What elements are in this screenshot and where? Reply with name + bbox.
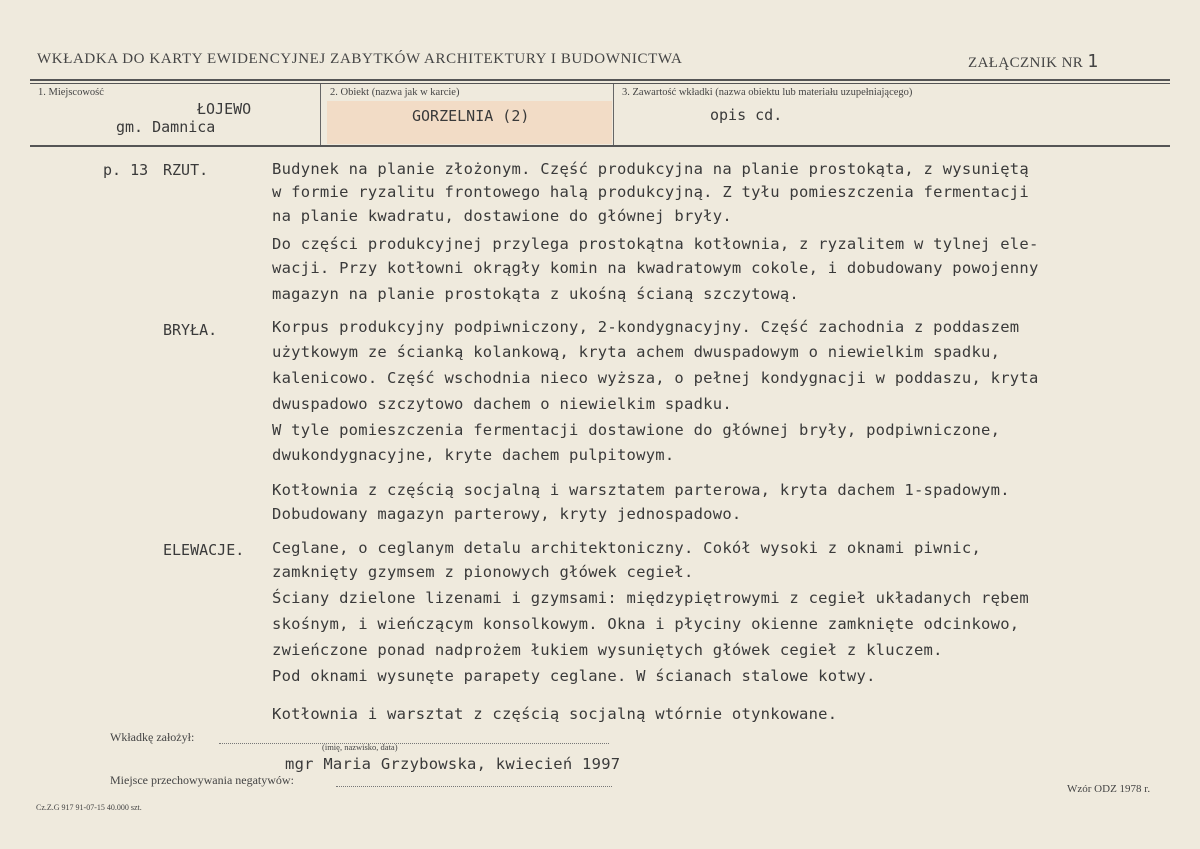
- form-title: WKŁADKA DO KARTY EWIDENCYJNEJ ZABYTKÓW ARCHITEKTURY I BUDOWNICTWA: [37, 51, 683, 67]
- text-line: Budynek na planie złożonym. Część produkcyjna na planie prostokąta, z wysuniętą: [272, 160, 1029, 178]
- text-line: kalenicowo. Część wschodnia nieco wyższa, o pełnej kondygnacji w poddaszu, kryta: [272, 369, 1039, 387]
- section-label-elewacje: ELEWACJE.: [163, 541, 245, 559]
- text-line: zamknięty gzymsem z pionowych główek cegieł.: [272, 563, 694, 581]
- header-rule: [30, 79, 1170, 81]
- text-line: w formie ryzalitu frontowego halą produkcyjną. Z tyłu pomieszczenia fermentacji: [272, 183, 1029, 201]
- text-line: W tyle pomieszczenia fermentacji dostawione do głównej bryły, podpiwniczone,: [272, 421, 1001, 439]
- text-line: Do części produkcyjnej przylega prostokątna kotłownia, z ryzalitem w tylnej ele-: [272, 235, 1039, 253]
- object-value: GORZELNIA (2): [412, 107, 530, 125]
- text-line: Kotłownia i warsztat z częścią socjalną wtórnie otynkowane.: [272, 705, 838, 723]
- page-reference: p. 13: [103, 161, 149, 179]
- text-line: skośnym, i wieńczącym konsolkowym. Okna i płyciny okienne zamknięte odcinkowo,: [272, 615, 1020, 633]
- section-label-bryla: BRYŁA.: [163, 321, 218, 339]
- fields-bottom-rule: [30, 145, 1170, 147]
- attachment-label: ZAŁĄCZNIK NR: [968, 55, 1084, 71]
- text-line: na planie kwadratu, dostawione do głównej bryły.: [272, 207, 732, 225]
- section-label-rzut: RZUT.: [163, 161, 209, 179]
- prepared-by-line: [219, 743, 609, 744]
- prepared-by-label: Wkładkę założył:: [110, 730, 195, 744]
- prepared-by-value: mgr Maria Grzybowska, kwiecień 1997: [285, 755, 621, 773]
- field-divider-2: [613, 84, 614, 146]
- location-value-line1: ŁOJEWO: [197, 100, 252, 118]
- location-label: 1. Miejscowość: [38, 87, 104, 98]
- attachment-header: [968, 51, 1098, 72]
- object-label: 2. Obiekt (nazwa jak w karcie): [330, 87, 460, 98]
- text-line: magazyn na planie prostokąta z ukośną ścianą szczytową.: [272, 285, 799, 303]
- text-line: dwuspadowo szczytowo dachem o niewielkim spadku.: [272, 395, 732, 413]
- text-line: Korpus produkcyjny podpiwniczony, 2-kondygnacyjny. Część zachodnia z poddaszem: [272, 318, 1020, 336]
- text-line: Dobudowany magazyn parterowy, kryty jednospadowo.: [272, 505, 742, 523]
- content-value: opis cd.: [710, 106, 783, 124]
- content-label: 3. Zawartość wkładki (nazwa obiektu lub materiału uzupełniającego): [622, 87, 913, 98]
- header-rule-thin: [30, 83, 1170, 84]
- location-value-line2: gm. Damnica: [116, 118, 216, 136]
- negatives-storage-line: [336, 786, 612, 787]
- text-line: Ceglane, o ceglanym detalu architektoniczny. Cokół wysoki z oknami piwnic,: [272, 539, 982, 557]
- form-model: Wzór ODZ 1978 r.: [1067, 783, 1151, 795]
- text-line: Kotłownia z częścią socjalną i warsztatem parterowa, kryta dachem 1-spadowym.: [272, 481, 1010, 499]
- text-line: użytkowym ze ścianką kolankową, kryta achem dwuspadowym o niewielkim spadku,: [272, 343, 1001, 361]
- print-info: Cz.Z.G 917 91-07-15 40.000 szt.: [36, 803, 142, 812]
- text-line: Pod oknami wysunęte parapety ceglane. W ścianach stalowe kotwy.: [272, 667, 876, 685]
- text-line: Ściany dzielone lizenami i gzymsami: międzypiętrowymi z cegieł układanych rębem: [272, 589, 1029, 607]
- text-line: zwieńczone ponad nadprożem łukiem wysuniętych główek cegieł z kluczem.: [272, 641, 943, 659]
- negatives-storage-label: Miejsce przechowywania negatywów:: [110, 773, 294, 787]
- attachment-number: 1: [1087, 51, 1099, 72]
- prepared-by-hint: (imię, nazwisko, data): [322, 742, 398, 752]
- text-line: wacji. Przy kotłowni okrągły komin na kwadratowym cokole, i dobudowany powojenny: [272, 259, 1039, 277]
- text-line: dwukondygnacyjne, kryte dachem pulpitowym.: [272, 446, 675, 464]
- field-divider-1: [320, 84, 321, 146]
